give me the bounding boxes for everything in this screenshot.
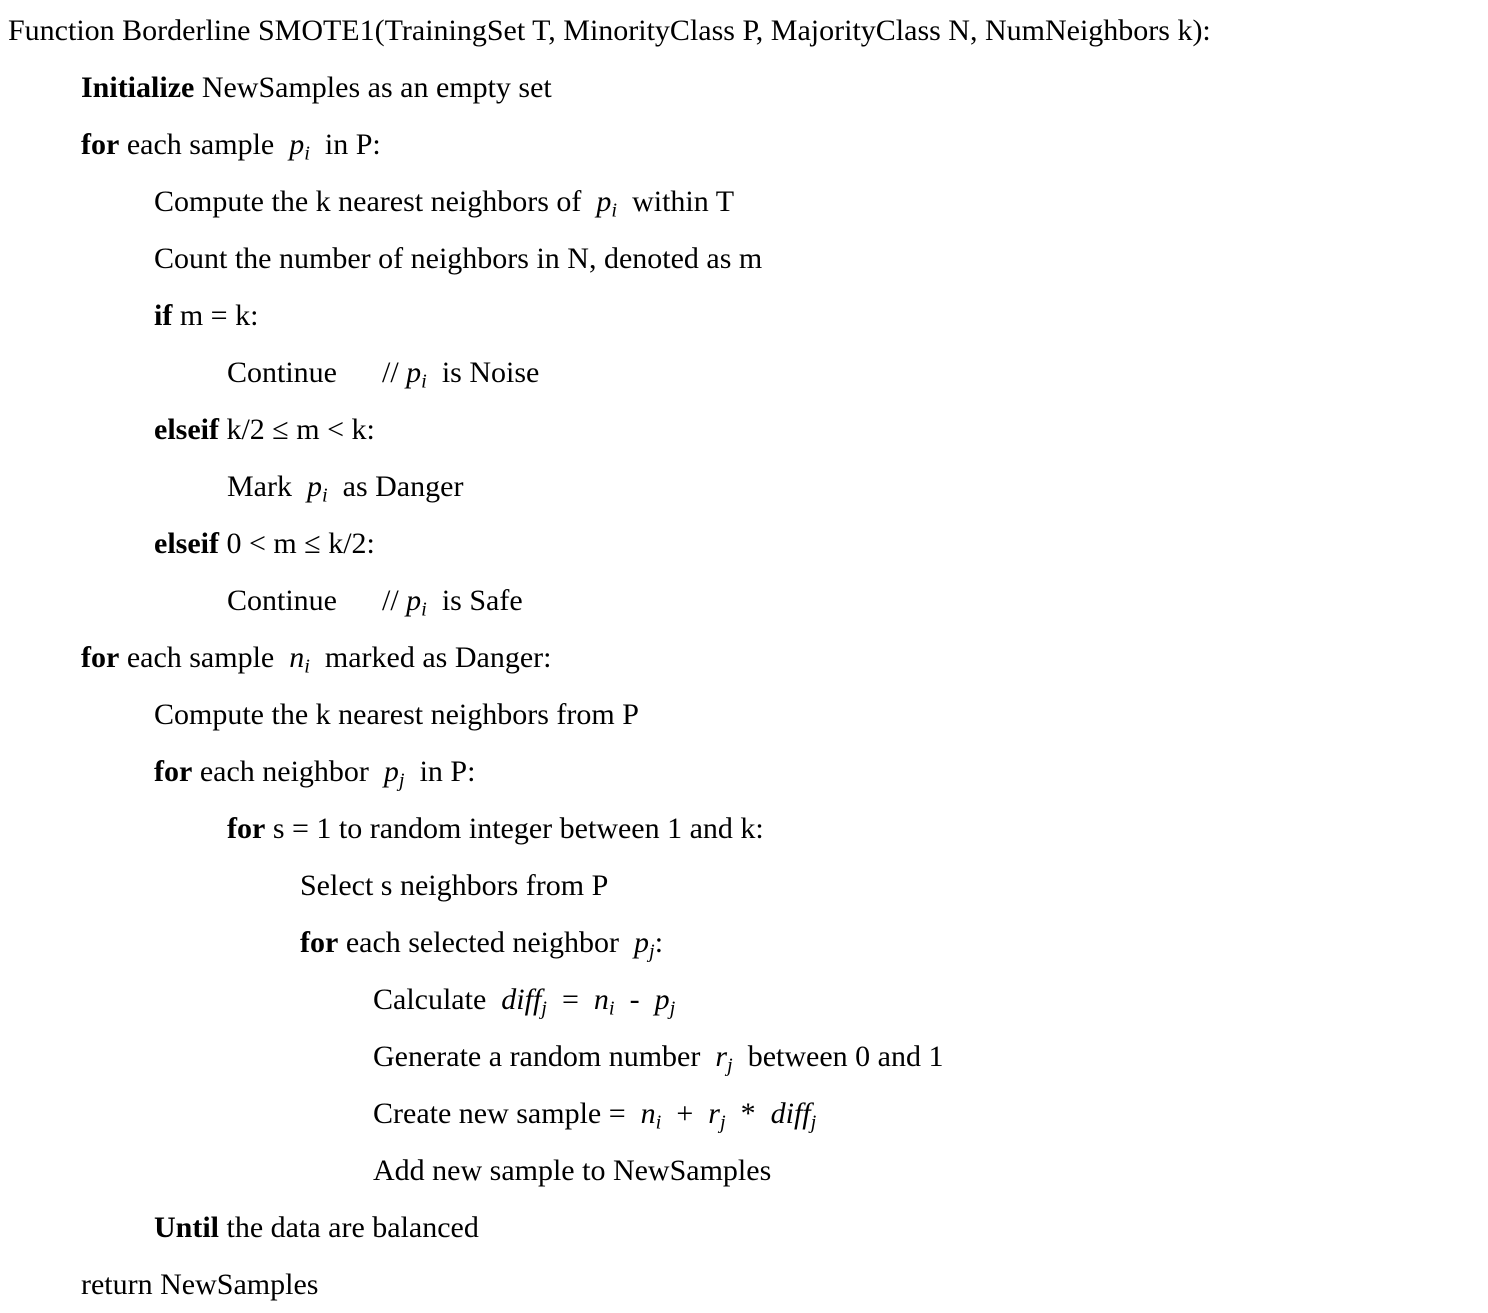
pseudocode-line xyxy=(0,800,1488,857)
pseudocode-line xyxy=(0,629,1488,686)
plain-text: Compute the k nearest neighbors of xyxy=(154,185,597,218)
pseudocode-line xyxy=(0,857,1488,914)
plain-text: marked as Danger: xyxy=(309,641,552,674)
math-variable: $p_i$ xyxy=(306,470,328,507)
keyword-text: for xyxy=(154,755,193,788)
math-variable: $p_j$ xyxy=(634,926,655,963)
plain-text: between 0 and 1 xyxy=(732,1040,944,1073)
plain-text: m = k: xyxy=(172,299,259,332)
math-variable: diff$_j$ xyxy=(501,983,547,1020)
math-variable: $n_i$ xyxy=(640,1097,662,1134)
plain-text: is Safe xyxy=(426,584,523,617)
keyword-text: elseif xyxy=(154,413,219,446)
math-variable: $p_j$ xyxy=(654,983,676,1020)
keyword-text: if xyxy=(154,299,173,332)
math-variable: $r_j$ xyxy=(708,1097,726,1134)
plain-text: within T xyxy=(617,185,735,218)
plain-text: + xyxy=(661,1097,709,1130)
pseudocode-line xyxy=(0,1142,1488,1199)
plain-text: - xyxy=(614,983,655,1016)
plain-text: Continue // xyxy=(227,584,407,617)
math-variable: $n_i$ xyxy=(289,641,310,678)
plain-text: is Noise xyxy=(426,356,540,389)
pseudocode-line xyxy=(0,1256,1488,1313)
pseudocode-line xyxy=(0,287,1488,344)
plain-text: * xyxy=(725,1097,771,1130)
plain-text: each sample xyxy=(119,128,290,161)
plain-text: s = 1 to random integer between 1 and k: xyxy=(265,812,764,845)
pseudocode-line xyxy=(0,2,1488,59)
plain-text: each selected neighbor xyxy=(338,926,635,959)
pseudocode-line xyxy=(0,230,1488,287)
math-variable: $n_i$ xyxy=(593,983,615,1020)
plain-text: Select s neighbors from P xyxy=(300,869,609,902)
plain-text: the data are balanced xyxy=(219,1211,479,1244)
pseudocode-line xyxy=(0,344,1488,401)
keyword-text: elseif xyxy=(154,527,219,560)
math-variable: $p_i$ xyxy=(406,584,427,621)
pseudocode-line xyxy=(0,572,1488,629)
plain-text: in P: xyxy=(404,755,476,788)
plain-text: Continue // xyxy=(227,356,407,389)
plain-text: Compute the k nearest neighbors from P xyxy=(154,698,639,731)
pseudocode-line xyxy=(0,515,1488,572)
plain-text: = xyxy=(546,983,594,1016)
keyword-text: for xyxy=(81,641,120,674)
pseudocode-line xyxy=(0,1028,1488,1085)
plain-text: : xyxy=(654,926,664,959)
pseudocode-block xyxy=(0,2,1488,1313)
plain-text: k/2 ≤ m < k: xyxy=(218,413,375,446)
pseudocode-line xyxy=(0,1085,1488,1142)
pseudocode-line xyxy=(0,458,1488,515)
plain-text: 0 < m ≤ k/2: xyxy=(218,527,375,560)
plain-text: Mark xyxy=(227,470,307,503)
math-variable: $p_i$ xyxy=(596,185,618,222)
pseudocode-line xyxy=(0,1199,1488,1256)
plain-text: each sample xyxy=(119,641,290,674)
plain-text: as Danger xyxy=(327,470,464,503)
pseudocode-line xyxy=(0,173,1488,230)
pseudocode-line xyxy=(0,914,1488,971)
keyword-text: for xyxy=(227,812,266,845)
keyword-text: Initialize xyxy=(81,71,195,104)
pseudocode-line xyxy=(0,116,1488,173)
plain-text: Function Borderline SMOTE1(TrainingSet T, MinorityClass P, MajorityClass N, NumNeighbors k): xyxy=(8,14,1211,47)
plain-text: NewSamples as an empty set xyxy=(194,71,552,104)
plain-text: Add new sample to NewSamples xyxy=(373,1154,772,1187)
pseudocode-line xyxy=(0,971,1488,1028)
pseudocode-line xyxy=(0,686,1488,743)
keyword-text: for xyxy=(81,128,120,161)
plain-text: Generate a random number xyxy=(373,1040,716,1073)
plain-text: Calculate xyxy=(373,983,502,1016)
math-variable: $p_i$ xyxy=(406,356,427,393)
plain-text: in P: xyxy=(309,128,381,161)
math-variable: $r_j$ xyxy=(715,1040,733,1077)
keyword-text: for xyxy=(300,926,339,959)
pseudocode-line xyxy=(0,743,1488,800)
pseudocode-line xyxy=(0,59,1488,116)
math-variable: diff$_j$ xyxy=(770,1097,817,1134)
math-variable: $p_j$ xyxy=(383,755,405,792)
plain-text: Create new sample = xyxy=(373,1097,641,1130)
math-variable: $p_i$ xyxy=(289,128,310,165)
plain-text: return NewSamples xyxy=(81,1268,319,1301)
keyword-text: Until xyxy=(154,1211,220,1244)
pseudocode-line xyxy=(0,401,1488,458)
plain-text: each neighbor xyxy=(192,755,384,788)
plain-text: Count the number of neighbors in N, denoted as m xyxy=(154,242,763,275)
